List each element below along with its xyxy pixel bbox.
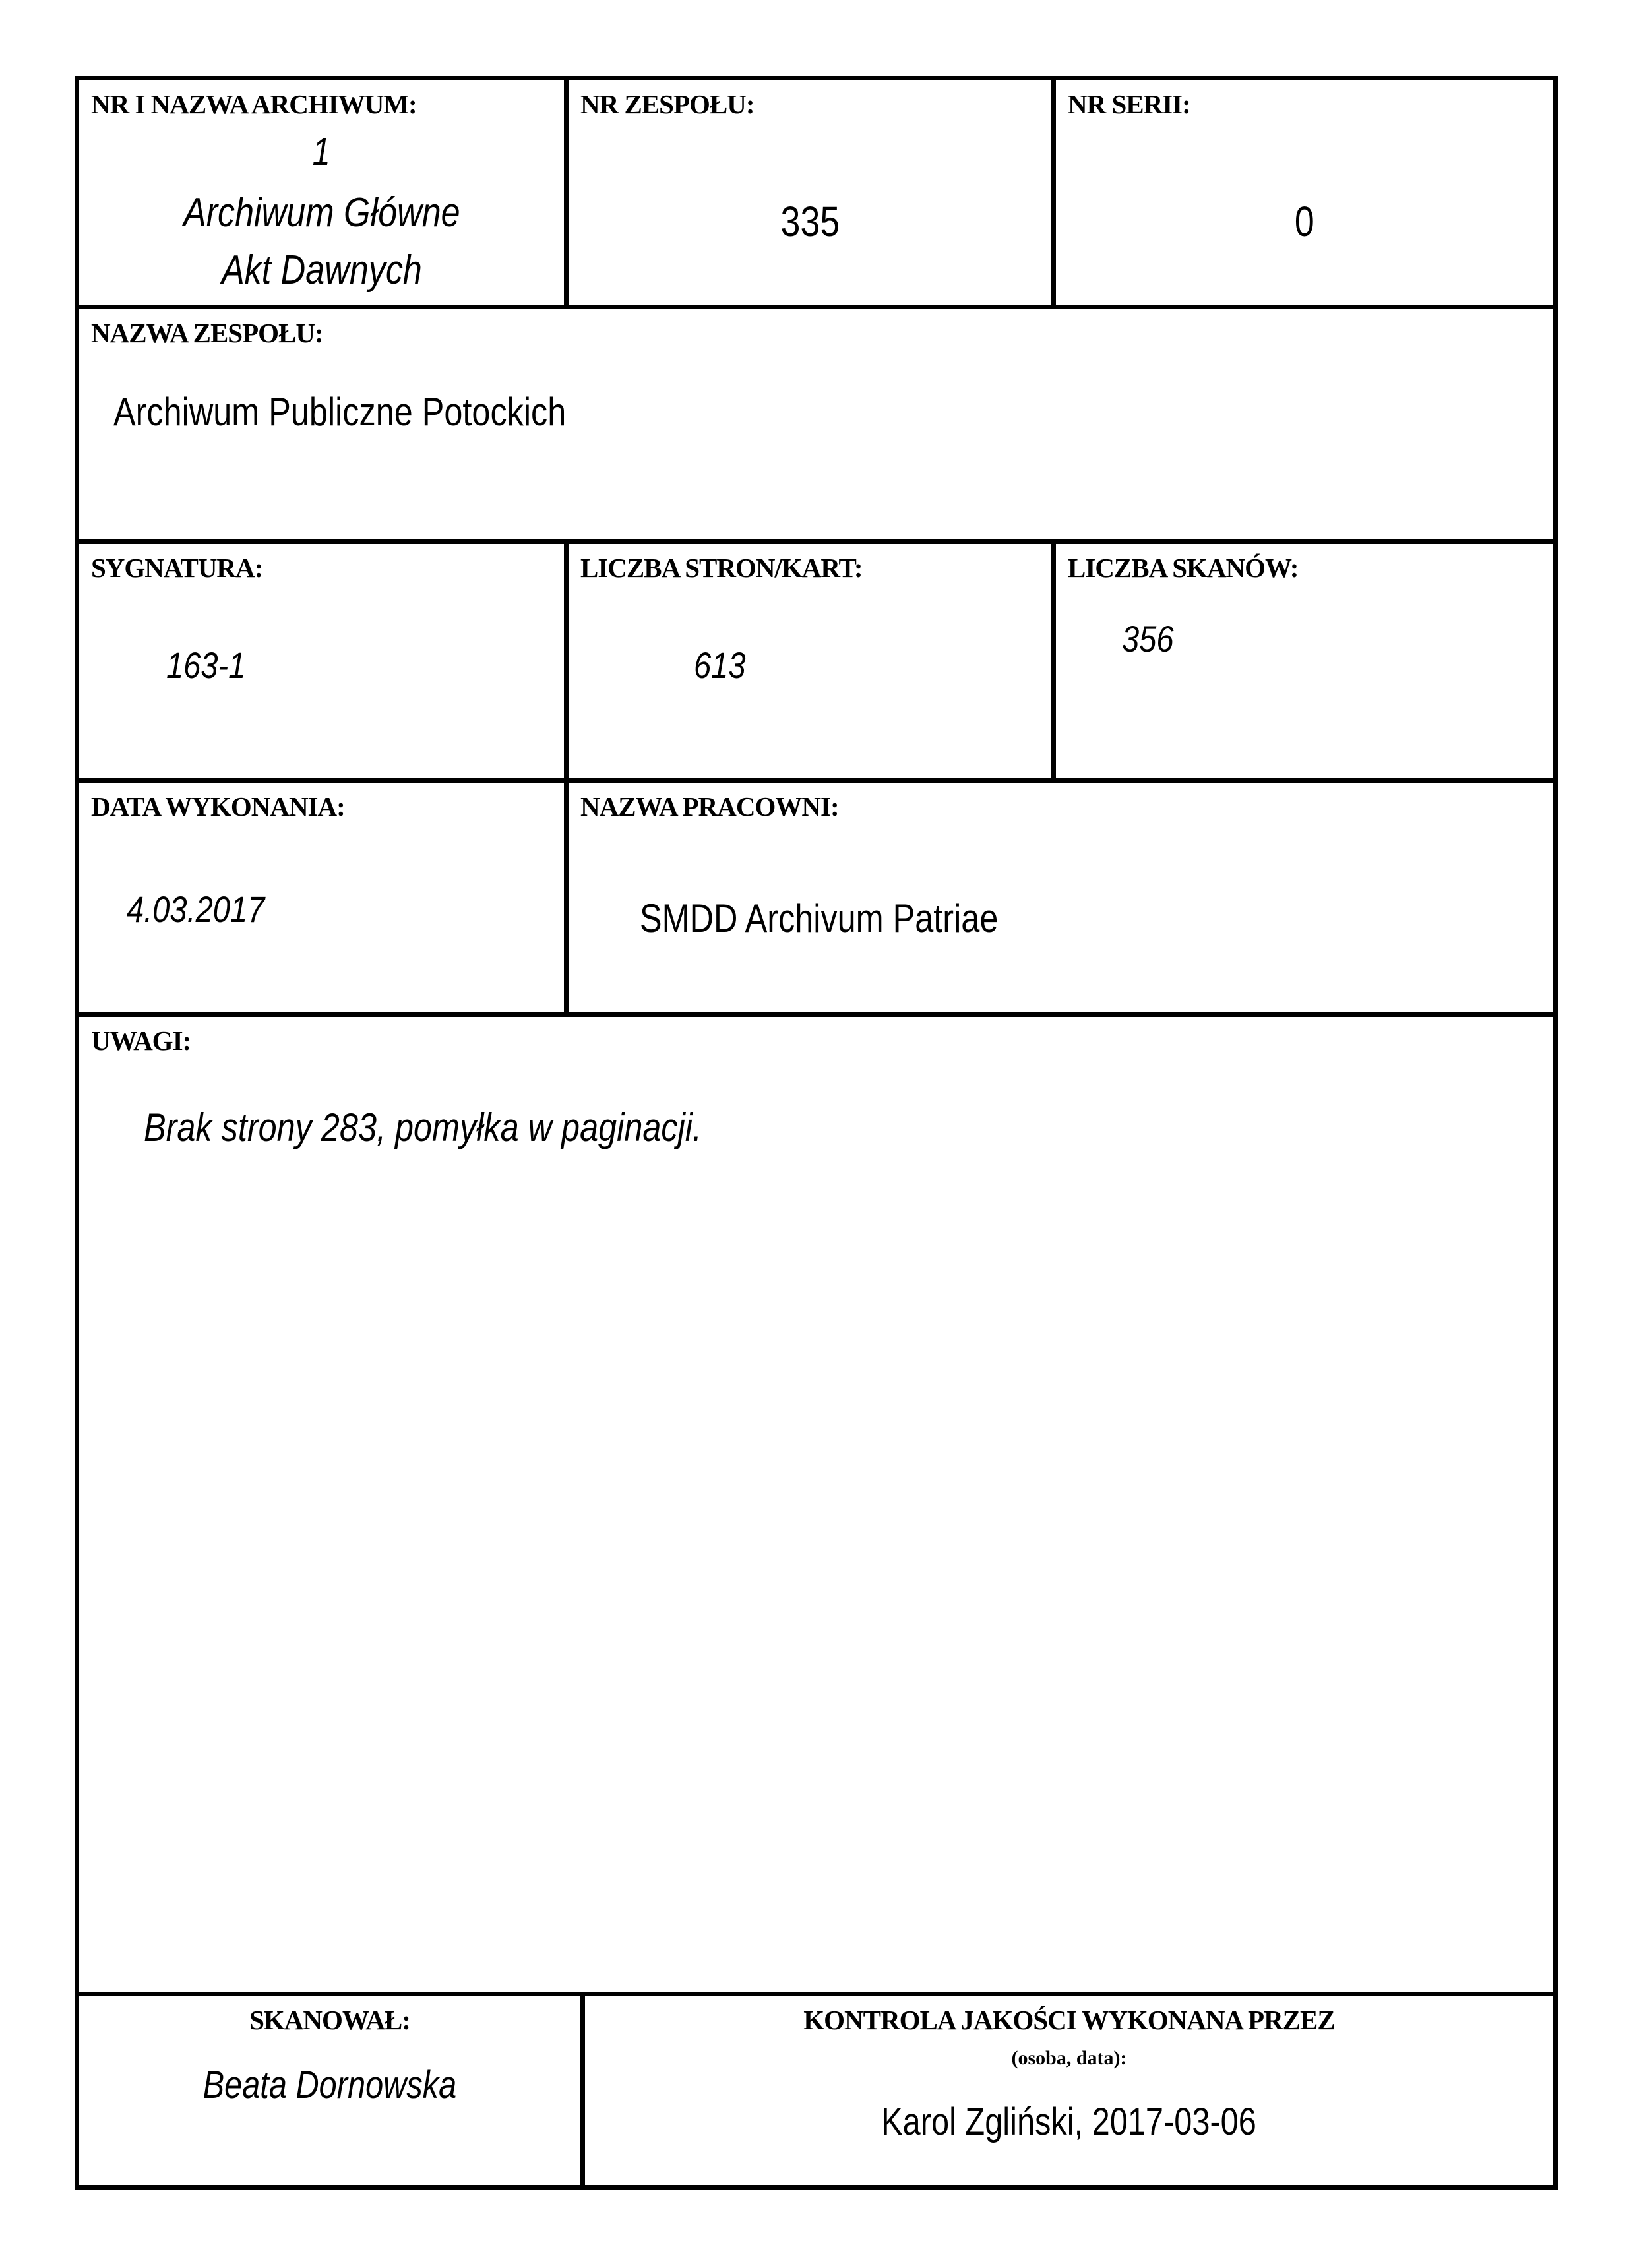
cell-quality-control xyxy=(580,1992,1558,2190)
execution-date-label: DATA WYKONANIA: xyxy=(91,791,345,822)
cell-execution-date xyxy=(75,778,569,1017)
signature-label: SYGNATURA: xyxy=(91,553,263,583)
signature-value: 163-1 xyxy=(166,644,246,687)
cell-scanned-by xyxy=(75,1992,585,2190)
fonds-number-label: NR ZESPOŁU: xyxy=(580,89,755,119)
scans-count-value: 356 xyxy=(1122,618,1174,660)
archive-name-line1: Archiwum Główne xyxy=(183,190,460,236)
archive-number: 1 xyxy=(312,131,331,174)
archive-label: NR I NAZWA ARCHIWUM: xyxy=(91,89,417,119)
pages-count-value: 613 xyxy=(694,644,746,687)
workshop-label: NAZWA PRACOWNI: xyxy=(580,791,839,822)
remarks-label: UWAGI: xyxy=(91,1026,191,1056)
workshop-value: SMDD Archivum Patriae xyxy=(640,896,999,941)
pages-count-label: LICZBA STRON/KART: xyxy=(580,553,863,583)
archive-name xyxy=(79,185,564,299)
quality-control-label: KONTROLA JAKOŚCI WYKONANA PRZEZ xyxy=(803,2005,1335,2035)
cell-series-number xyxy=(1051,76,1558,309)
cell-scans-count xyxy=(1051,539,1558,783)
fonds-number-value: 335 xyxy=(780,198,840,246)
cell-signature xyxy=(75,539,569,783)
quality-control-value: Karol Zgliński, 2017-03-06 xyxy=(881,2100,1257,2144)
cell-archive xyxy=(75,76,569,309)
archive-name-line2: Akt Dawnych xyxy=(221,247,422,293)
fonds-name-label: NAZWA ZESPOŁU: xyxy=(91,318,323,348)
cell-remarks xyxy=(75,1012,1558,1996)
fonds-name-value: Archiwum Publiczne Potockich xyxy=(113,390,567,435)
scanned-by-label: SKANOWAŁ: xyxy=(249,2005,410,2035)
cell-fonds-name xyxy=(75,305,1558,544)
cell-fonds-number xyxy=(564,76,1056,309)
cell-pages-count xyxy=(564,539,1056,783)
remarks-value: Brak strony 283, pomyłka w paginacji. xyxy=(144,1105,702,1150)
scanned-by-value: Beata Dornowska xyxy=(202,2064,457,2107)
quality-control-sublabel: (osoba, data): xyxy=(1011,2047,1127,2069)
execution-date-value: 4.03.2017 xyxy=(127,888,265,931)
scans-count-label: LICZBA SKANÓW: xyxy=(1068,553,1299,583)
series-number-value: 0 xyxy=(1295,198,1314,246)
cell-workshop xyxy=(564,778,1558,1017)
series-number-label: NR SERII: xyxy=(1068,89,1190,119)
